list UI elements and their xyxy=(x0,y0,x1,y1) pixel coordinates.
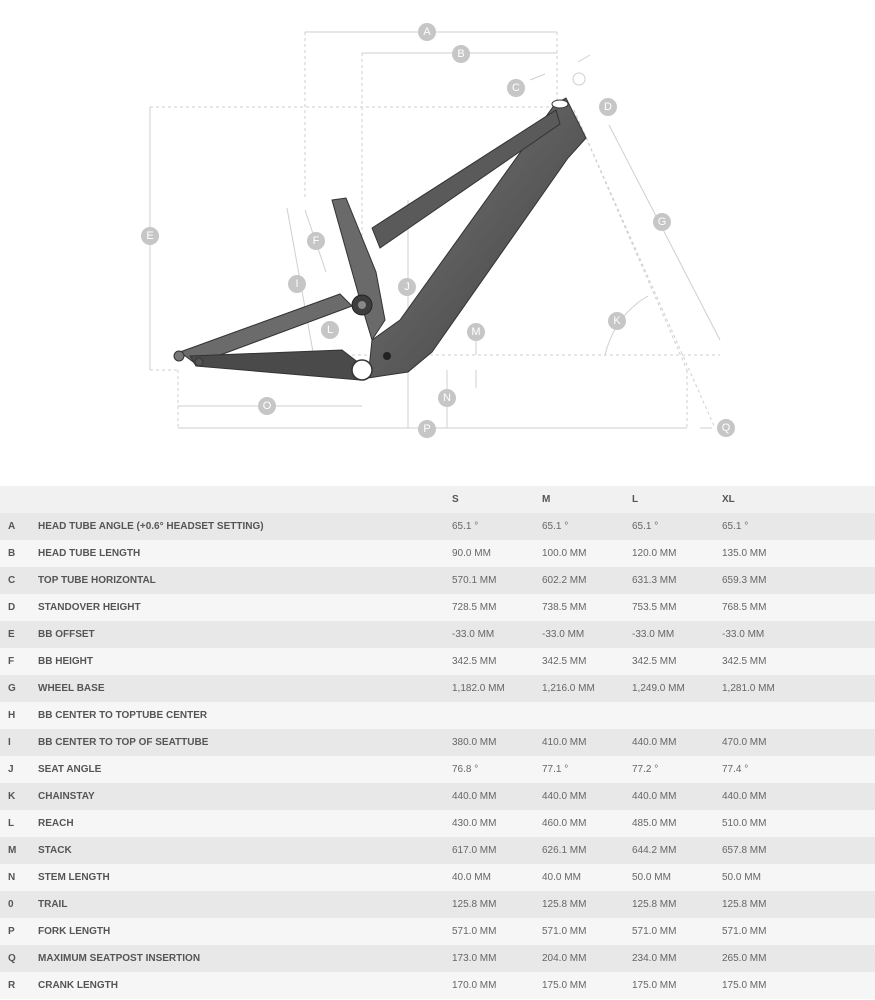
row-letter: F xyxy=(0,648,30,675)
row-value-xl: 342.5 MM xyxy=(714,648,875,675)
row-value-xl: 125.8 MM xyxy=(714,891,875,918)
row-value-xl xyxy=(714,702,875,729)
marker-letter: I xyxy=(295,278,299,290)
row-value-l: 440.0 MM xyxy=(624,729,714,756)
row-value-xl: 265.0 MM xyxy=(714,945,875,972)
row-letter: K xyxy=(0,783,30,810)
row-letter: Q xyxy=(0,945,30,972)
row-letter: I xyxy=(0,729,30,756)
marker-i xyxy=(288,275,306,293)
row-letter: D xyxy=(0,594,30,621)
table-row xyxy=(0,945,875,972)
row-value-m: 100.0 MM xyxy=(534,540,624,567)
row-value-xl: -33.0 MM xyxy=(714,621,875,648)
marker-e xyxy=(467,323,485,341)
row-letter: A xyxy=(0,513,30,540)
row-value-m: 602.2 MM xyxy=(534,567,624,594)
marker-letter: N xyxy=(443,392,451,404)
row-value-xl: 440.0 MM xyxy=(714,783,875,810)
row-label: STANDOVER HEIGHT xyxy=(30,594,444,621)
row-value-xl: 175.0 MM xyxy=(714,972,875,999)
row-value-l xyxy=(624,702,714,729)
row-label: SEAT ANGLE xyxy=(30,756,444,783)
row-value-m: 65.1 ° xyxy=(534,513,624,540)
row-label: TOP TUBE HORIZONTAL xyxy=(30,567,444,594)
row-letter: C xyxy=(0,567,30,594)
row-label: TRAIL xyxy=(30,891,444,918)
marker-letter: B xyxy=(457,48,465,60)
row-value-s: 173.0 MM xyxy=(444,945,534,972)
marker-p xyxy=(653,213,671,231)
row-letter: B xyxy=(0,540,30,567)
row-value-l: -33.0 MM xyxy=(624,621,714,648)
row-value-l: 65.1 ° xyxy=(624,513,714,540)
row-value-s: 617.0 MM xyxy=(444,837,534,864)
row-letter: P xyxy=(0,918,30,945)
row-value-l: 485.0 MM xyxy=(624,810,714,837)
row-label: FORK LENGTH xyxy=(30,918,444,945)
row-label: STACK xyxy=(30,837,444,864)
marker-letter: M xyxy=(471,326,481,338)
bike-frame xyxy=(174,98,586,380)
row-value-l: 571.0 MM xyxy=(624,918,714,945)
row-value-m: -33.0 MM xyxy=(534,621,624,648)
row-letter: M xyxy=(0,837,30,864)
row-value-s: 65.1 ° xyxy=(444,513,534,540)
row-value-xl: 135.0 MM xyxy=(714,540,875,567)
marker-d xyxy=(398,278,416,296)
header-size-s: S xyxy=(444,486,534,513)
row-value-l: 342.5 MM xyxy=(624,648,714,675)
row-value-m: 460.0 MM xyxy=(534,810,624,837)
row-value-l: 440.0 MM xyxy=(624,783,714,810)
row-value-xl: 65.1 ° xyxy=(714,513,875,540)
row-label: HEAD TUBE ANGLE (+0.6° HEADSET SETTING) xyxy=(30,513,444,540)
row-value-s: 342.5 MM xyxy=(444,648,534,675)
row-value-xl: 1,281.0 MM xyxy=(714,675,875,702)
row-label: CRANK LENGTH xyxy=(30,972,444,999)
header-size-xl: XL xyxy=(714,486,875,513)
row-value-m: 40.0 MM xyxy=(534,864,624,891)
row-value-m: 77.1 ° xyxy=(534,756,624,783)
table-row xyxy=(0,540,875,567)
row-value-xl: 510.0 MM xyxy=(714,810,875,837)
row-value-xl: 657.8 MM xyxy=(714,837,875,864)
row-value-s: 571.0 MM xyxy=(444,918,534,945)
marker-letter: O xyxy=(262,400,272,412)
table-row xyxy=(0,567,875,594)
row-label: HEAD TUBE LENGTH xyxy=(30,540,444,567)
geometry-table-header xyxy=(0,486,875,513)
row-value-m: 410.0 MM xyxy=(534,729,624,756)
marker-letter: J xyxy=(404,281,410,293)
table-row xyxy=(0,648,875,675)
row-value-m: 571.0 MM xyxy=(534,918,624,945)
row-value-xl: 77.4 ° xyxy=(714,756,875,783)
table-row xyxy=(0,513,875,540)
marker-k xyxy=(258,397,276,415)
row-value-s: 430.0 MM xyxy=(444,810,534,837)
row-letter: 0 xyxy=(0,891,30,918)
marker-letter: L xyxy=(326,324,334,336)
row-letter: J xyxy=(0,756,30,783)
row-value-s: 728.5 MM xyxy=(444,594,534,621)
row-letter: N xyxy=(0,864,30,891)
row-value-s: 125.8 MM xyxy=(444,891,534,918)
marker-o xyxy=(717,419,735,437)
row-value-l: 120.0 MM xyxy=(624,540,714,567)
row-label: MAXIMUM SEATPOST INSERTION xyxy=(30,945,444,972)
marker-letter: F xyxy=(312,235,320,247)
table-row xyxy=(0,675,875,702)
marker-letter: P xyxy=(423,423,431,435)
row-letter: L xyxy=(0,810,30,837)
row-value-l: 753.5 MM xyxy=(624,594,714,621)
row-label: BB OFFSET xyxy=(30,621,444,648)
row-letter: R xyxy=(0,972,30,999)
row-value-l: 631.3 MM xyxy=(624,567,714,594)
marker-b xyxy=(599,98,617,116)
row-value-xl: 768.5 MM xyxy=(714,594,875,621)
marker-c xyxy=(418,23,436,41)
row-value-l: 77.2 ° xyxy=(624,756,714,783)
row-value-s: 380.0 MM xyxy=(444,729,534,756)
table-row xyxy=(0,837,875,864)
row-value-m: 440.0 MM xyxy=(534,783,624,810)
row-value-s: 76.8 ° xyxy=(444,756,534,783)
row-value-s: 570.1 MM xyxy=(444,567,534,594)
marker-g xyxy=(418,420,436,438)
table-row xyxy=(0,756,875,783)
row-label: BB CENTER TO TOP OF SEATTUBE xyxy=(30,729,444,756)
row-value-m xyxy=(534,702,624,729)
table-row xyxy=(0,891,875,918)
row-value-m: 342.5 MM xyxy=(534,648,624,675)
marker-letter: D xyxy=(604,101,612,113)
row-letter: H xyxy=(0,702,30,729)
table-row xyxy=(0,810,875,837)
table-row xyxy=(0,594,875,621)
marker-letter: E xyxy=(146,230,154,242)
table-row xyxy=(0,972,875,999)
row-value-xl: 470.0 MM xyxy=(714,729,875,756)
row-value-xl: 659.3 MM xyxy=(714,567,875,594)
row-value-m: 1,216.0 MM xyxy=(534,675,624,702)
row-value-l: 234.0 MM xyxy=(624,945,714,972)
marker-m xyxy=(141,227,159,245)
row-value-m: 204.0 MM xyxy=(534,945,624,972)
row-value-l: 125.8 MM xyxy=(624,891,714,918)
marker-l xyxy=(452,45,470,63)
table-row xyxy=(0,918,875,945)
row-letter: E xyxy=(0,621,30,648)
row-value-m: 626.1 MM xyxy=(534,837,624,864)
marker-letter: A xyxy=(423,26,431,38)
marker-q xyxy=(307,232,325,250)
marker-n xyxy=(507,79,525,97)
marker-letter: K xyxy=(613,315,621,327)
header-size-l: L xyxy=(624,486,714,513)
row-value-s: 1,182.0 MM xyxy=(444,675,534,702)
header-letter xyxy=(0,486,30,513)
marker-letter: G xyxy=(657,216,667,228)
row-value-s: 440.0 MM xyxy=(444,783,534,810)
row-label: WHEEL BASE xyxy=(30,675,444,702)
row-value-l: 175.0 MM xyxy=(624,972,714,999)
row-value-l: 644.2 MM xyxy=(624,837,714,864)
row-label: STEM LENGTH xyxy=(30,864,444,891)
row-value-m: 738.5 MM xyxy=(534,594,624,621)
frame-geometry-diagram xyxy=(0,0,875,470)
row-letter: G xyxy=(0,675,30,702)
row-value-s: 40.0 MM xyxy=(444,864,534,891)
row-value-m: 175.0 MM xyxy=(534,972,624,999)
marker-letter: C xyxy=(512,82,520,94)
row-value-m: 125.8 MM xyxy=(534,891,624,918)
marker-a xyxy=(608,312,626,330)
row-value-s: -33.0 MM xyxy=(444,621,534,648)
row-value-xl: 571.0 MM xyxy=(714,918,875,945)
row-value-xl: 50.0 MM xyxy=(714,864,875,891)
row-value-s xyxy=(444,702,534,729)
row-label: CHAINSTAY xyxy=(30,783,444,810)
row-value-l: 50.0 MM xyxy=(624,864,714,891)
row-label: BB CENTER TO TOPTUBE CENTER xyxy=(30,702,444,729)
table-row xyxy=(0,702,875,729)
table-row xyxy=(0,729,875,756)
marker-letter: Q xyxy=(721,422,731,434)
row-value-s: 170.0 MM xyxy=(444,972,534,999)
header-size-m: M xyxy=(534,486,624,513)
table-row xyxy=(0,864,875,891)
row-label: BB HEIGHT xyxy=(30,648,444,675)
marker-f xyxy=(438,389,456,407)
row-label: REACH xyxy=(30,810,444,837)
header-label xyxy=(30,486,444,513)
row-value-l: 1,249.0 MM xyxy=(624,675,714,702)
table-row xyxy=(0,783,875,810)
marker-j xyxy=(321,321,339,339)
row-value-s: 90.0 MM xyxy=(444,540,534,567)
table-row xyxy=(0,621,875,648)
geometry-table xyxy=(0,486,875,999)
